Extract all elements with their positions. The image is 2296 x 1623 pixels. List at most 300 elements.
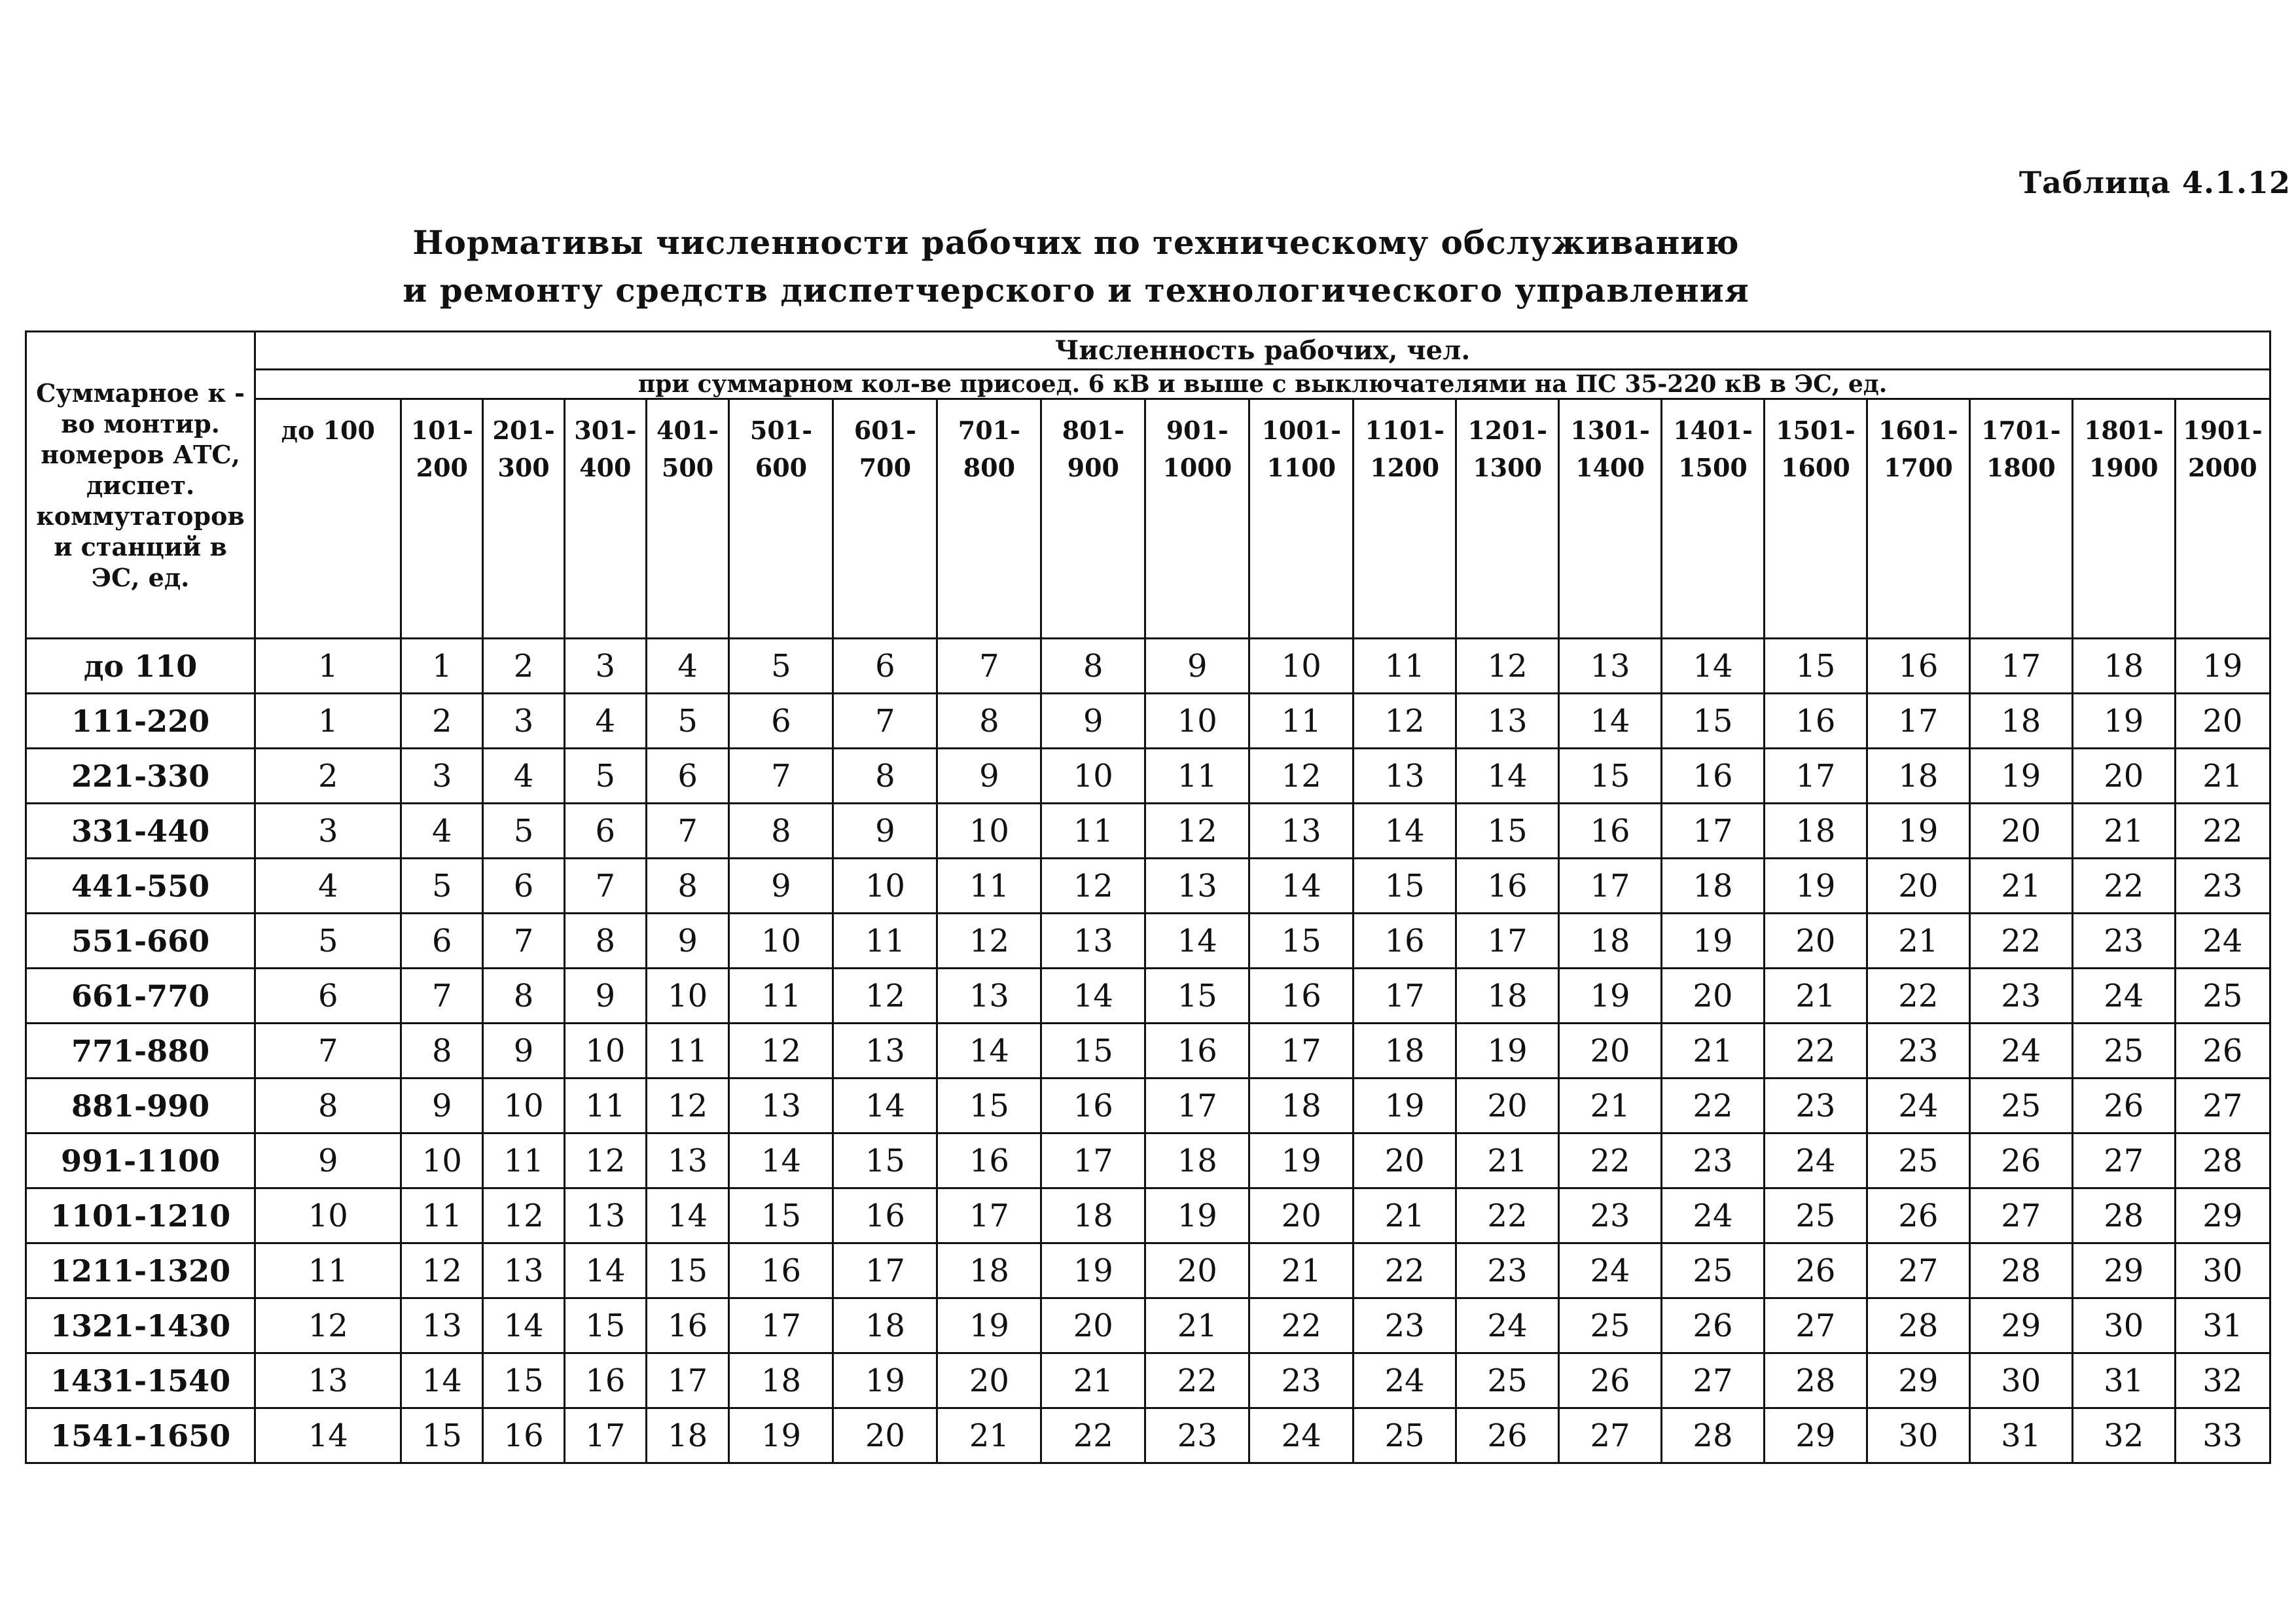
table-cell: 24 — [1662, 1188, 1765, 1243]
column-range-end: 2000 — [2187, 453, 2257, 482]
table-cell: 14 — [1041, 969, 1145, 1024]
table-cell: 23 — [1764, 1079, 1867, 1133]
table-cell: 4 — [483, 749, 565, 804]
table-cell: 5 — [729, 639, 833, 694]
column-range-end: 1400 — [1575, 453, 1645, 482]
table-cell: 17 — [1662, 804, 1765, 859]
table-cell: 17 — [1456, 914, 1559, 969]
table-cell: 18 — [833, 1298, 937, 1353]
table-cell: 17 — [729, 1298, 833, 1353]
table-row — [26, 969, 2270, 1024]
table-cell: 6 — [833, 639, 937, 694]
table-cell: 9 — [937, 749, 1041, 804]
table-cell: 15 — [1041, 1024, 1145, 1079]
row-range-label: 221-330 — [26, 749, 255, 804]
table-cell: 20 — [937, 1353, 1041, 1408]
table-cell: 26 — [1456, 1408, 1559, 1463]
table-cell: 21 — [1041, 1353, 1145, 1408]
table-cell: 13 — [255, 1353, 401, 1408]
table-cell: 4 — [646, 639, 729, 694]
column-range-header — [1456, 399, 1559, 639]
table-cell: 2 — [483, 639, 565, 694]
table-cell: 8 — [833, 749, 937, 804]
table-cell: 32 — [2072, 1408, 2175, 1463]
column-range-end: 800 — [963, 453, 1016, 482]
table-cell: 26 — [2175, 1024, 2270, 1079]
table-cell: 11 — [729, 969, 833, 1024]
column-range-header — [1354, 399, 1456, 639]
table-cell: 15 — [1145, 969, 1249, 1024]
table-cell: 3 — [255, 804, 401, 859]
table-cell: 11 — [833, 914, 937, 969]
table-cell: 5 — [401, 859, 483, 914]
column-range-end: 500 — [661, 453, 714, 482]
table-cell: 8 — [729, 804, 833, 859]
table-cell: 13 — [1354, 749, 1456, 804]
table-cell: 7 — [646, 804, 729, 859]
column-range-row — [26, 399, 2270, 639]
table-cell: 16 — [1456, 859, 1559, 914]
column-range-start: 1001- — [1261, 416, 1341, 445]
table-cell: 22 — [1145, 1353, 1249, 1408]
table-cell: 17 — [564, 1408, 646, 1463]
table-cell: 16 — [1867, 639, 1969, 694]
table-cell: 1 — [255, 694, 401, 749]
table-cell: 17 — [1867, 694, 1969, 749]
table-cell: 14 — [255, 1408, 401, 1463]
column-range-start: 501- — [749, 416, 812, 445]
column-range-header — [937, 399, 1041, 639]
table-cell: 27 — [1764, 1298, 1867, 1353]
table-cell: 18 — [2072, 639, 2175, 694]
table-cell: 21 — [1867, 914, 1969, 969]
column-range-header — [483, 399, 565, 639]
table-cell: 25 — [1764, 1188, 1867, 1243]
table-cell: 4 — [255, 859, 401, 914]
table-cell: 14 — [937, 1024, 1041, 1079]
row-range-label: 661-770 — [26, 969, 255, 1024]
table-cell: 9 — [255, 1133, 401, 1188]
column-range-end: 1700 — [1883, 453, 1953, 482]
table-cell: 24 — [2072, 969, 2175, 1024]
column-range-end: 700 — [859, 453, 912, 482]
table-cell: 20 — [1249, 1188, 1354, 1243]
column-range-end: 1200 — [1370, 453, 1440, 482]
table-cell: 11 — [564, 1079, 646, 1133]
table-cell: 31 — [1969, 1408, 2072, 1463]
table-cell: 11 — [483, 1133, 565, 1188]
table-cell: 10 — [564, 1024, 646, 1079]
column-range-start: 601- — [853, 416, 916, 445]
table-cell: 17 — [1764, 749, 1867, 804]
table-cell: 19 — [1354, 1079, 1456, 1133]
table-cell: 27 — [2072, 1133, 2175, 1188]
table-cell: 9 — [401, 1079, 483, 1133]
column-range-header — [1662, 399, 1765, 639]
table-cell: 11 — [1145, 749, 1249, 804]
table-cell: 20 — [1145, 1243, 1249, 1298]
table-cell: 13 — [1559, 639, 1662, 694]
table-cell: 17 — [1145, 1079, 1249, 1133]
table-cell: 15 — [646, 1243, 729, 1298]
column-range-start: 1101- — [1365, 416, 1444, 445]
table-cell: 20 — [1041, 1298, 1145, 1353]
row-range-label: 991-1100 — [26, 1133, 255, 1188]
column-range-end: 1000 — [1162, 453, 1232, 482]
table-cell: 15 — [1354, 859, 1456, 914]
table-cell: 13 — [646, 1133, 729, 1188]
column-range-header — [1867, 399, 1969, 639]
table-cell: 9 — [1041, 694, 1145, 749]
table-cell: 29 — [1969, 1298, 2072, 1353]
table-row — [26, 1298, 2270, 1353]
table-cell: 7 — [255, 1024, 401, 1079]
table-cell: 19 — [1969, 749, 2072, 804]
table-cell: 19 — [1764, 859, 1867, 914]
table-cell: 23 — [1867, 1024, 1969, 1079]
column-range-end: 1100 — [1266, 453, 1336, 482]
table-cell: 22 — [2072, 859, 2175, 914]
table-cell: 28 — [1662, 1408, 1765, 1463]
table-cell: 14 — [564, 1243, 646, 1298]
table-cell: 20 — [1354, 1133, 1456, 1188]
table-row — [26, 1408, 2270, 1463]
column-range-header — [646, 399, 729, 639]
table-cell: 16 — [729, 1243, 833, 1298]
column-range-end: 300 — [497, 453, 550, 482]
table-row — [26, 1133, 2270, 1188]
table-cell: 23 — [1249, 1353, 1354, 1408]
column-range-start: 1701- — [1981, 416, 2061, 445]
table-cell: 10 — [729, 914, 833, 969]
table-cell: 21 — [2175, 749, 2270, 804]
table-cell: 21 — [937, 1408, 1041, 1463]
table-cell: 17 — [1969, 639, 2072, 694]
table-cell: 5 — [255, 914, 401, 969]
page-title-line-1: Нормативы численности рабочих по техническому обслуживанию — [412, 223, 1740, 262]
table-cell: 19 — [1041, 1243, 1145, 1298]
table-cell: 12 — [1145, 804, 1249, 859]
table-cell: 20 — [1662, 969, 1765, 1024]
table-cell: 19 — [1145, 1188, 1249, 1243]
table-cell: 12 — [564, 1133, 646, 1188]
table-cell: 15 — [729, 1188, 833, 1243]
table-cell: 14 — [1559, 694, 1662, 749]
table-cell: 22 — [1662, 1079, 1765, 1133]
row-range-label: до 110 — [26, 639, 255, 694]
column-range-end: 1300 — [1473, 453, 1542, 482]
table-cell: 12 — [1041, 859, 1145, 914]
column-range-start: 401- — [656, 416, 719, 445]
table-cell: 25 — [1559, 1298, 1662, 1353]
table-cell: 14 — [483, 1298, 565, 1353]
table-row — [26, 859, 2270, 914]
table-cell: 4 — [401, 804, 483, 859]
table-cell: 19 — [2175, 639, 2270, 694]
table-cell: 6 — [564, 804, 646, 859]
table-cell: 25 — [1354, 1408, 1456, 1463]
table-cell: 33 — [2175, 1408, 2270, 1463]
table-cell: 16 — [833, 1188, 937, 1243]
table-cell: 20 — [1867, 859, 1969, 914]
table-cell: 13 — [729, 1079, 833, 1133]
column-range-header — [729, 399, 833, 639]
table-cell: 22 — [1969, 914, 2072, 969]
table-cell: 12 — [937, 914, 1041, 969]
table-cell: 16 — [646, 1298, 729, 1353]
table-cell: 10 — [1145, 694, 1249, 749]
column-range-header — [255, 399, 401, 639]
table-cell: 14 — [1662, 639, 1765, 694]
table-cell: 3 — [401, 749, 483, 804]
column-range-header — [1145, 399, 1249, 639]
table-cell: 26 — [2072, 1079, 2175, 1133]
table-cell: 19 — [1249, 1133, 1354, 1188]
table-cell: 22 — [1559, 1133, 1662, 1188]
column-range-start: 801- — [1062, 416, 1124, 445]
table-row — [26, 804, 2270, 859]
table-cell: 26 — [1867, 1188, 1969, 1243]
row-range-label: 1101-1210 — [26, 1188, 255, 1243]
table-cell: 28 — [2072, 1188, 2175, 1243]
table-cell: 22 — [1867, 969, 1969, 1024]
column-range-end: 600 — [755, 453, 808, 482]
table-cell: 28 — [1764, 1353, 1867, 1408]
table-cell: 14 — [1456, 749, 1559, 804]
table-cell: 15 — [1456, 804, 1559, 859]
table-cell: 27 — [1662, 1353, 1765, 1408]
table-cell: 9 — [646, 914, 729, 969]
table-cell: 19 — [1867, 804, 1969, 859]
table-cell: 16 — [1249, 969, 1354, 1024]
corner-header: Суммарное к - во монтир. номеров АТС, диспет. коммутаторов и станций в ЭС, ед. — [26, 332, 255, 639]
table-cell: 19 — [937, 1298, 1041, 1353]
table-cell: 13 — [401, 1298, 483, 1353]
table-cell: 10 — [833, 859, 937, 914]
table-cell: 28 — [1969, 1243, 2072, 1298]
table-cell: 27 — [2175, 1079, 2270, 1133]
table-cell: 6 — [401, 914, 483, 969]
table-cell: 16 — [1145, 1024, 1249, 1079]
table-cell: 29 — [2175, 1188, 2270, 1243]
column-range-end: 1900 — [2089, 453, 2159, 482]
table-cell: 23 — [1145, 1408, 1249, 1463]
table-cell: 12 — [1456, 639, 1559, 694]
table-cell: 22 — [1354, 1243, 1456, 1298]
table-cell: 26 — [1969, 1133, 2072, 1188]
table-cell: 15 — [1249, 914, 1354, 969]
column-range-start: 1601- — [1878, 416, 1958, 445]
table-cell: 18 — [1662, 859, 1765, 914]
table-cell: 15 — [1559, 749, 1662, 804]
table-cell: 11 — [646, 1024, 729, 1079]
table-cell: 13 — [564, 1188, 646, 1243]
column-range-header — [1764, 399, 1867, 639]
table-row — [26, 1188, 2270, 1243]
table-row — [26, 1024, 2270, 1079]
table-cell: 18 — [1867, 749, 1969, 804]
table-cell: 24 — [1456, 1298, 1559, 1353]
column-range-header — [1249, 399, 1354, 639]
table-cell: 13 — [1041, 914, 1145, 969]
table-cell: 25 — [2072, 1024, 2175, 1079]
column-range-end: 400 — [579, 453, 632, 482]
table-cell: 21 — [1559, 1079, 1662, 1133]
page-title-line-2: и ремонту средств диспетчерского и технологического управления — [403, 271, 1749, 310]
column-range-start: 1901- — [2183, 416, 2263, 445]
table-cell: 15 — [1764, 639, 1867, 694]
column-range-end: 900 — [1067, 453, 1119, 482]
table-cell: 15 — [1662, 694, 1765, 749]
table-cell: 17 — [1249, 1024, 1354, 1079]
column-range-start: 901- — [1166, 416, 1229, 445]
table-cell: 6 — [255, 969, 401, 1024]
table-cell: 14 — [646, 1188, 729, 1243]
row-range-label: 1431-1540 — [26, 1353, 255, 1408]
table-cell: 23 — [1969, 969, 2072, 1024]
table-cell: 30 — [1867, 1408, 1969, 1463]
row-range-label: 1541-1650 — [26, 1408, 255, 1463]
table-cell: 12 — [1249, 749, 1354, 804]
table-cell: 12 — [729, 1024, 833, 1079]
column-range-start: 1401- — [1673, 416, 1753, 445]
table-cell: 18 — [937, 1243, 1041, 1298]
row-range-label: 331-440 — [26, 804, 255, 859]
table-cell: 16 — [1041, 1079, 1145, 1133]
table-cell: 16 — [1354, 914, 1456, 969]
table-cell: 10 — [1249, 639, 1354, 694]
table-cell: 7 — [833, 694, 937, 749]
table-cell: 17 — [1559, 859, 1662, 914]
table-cell: 12 — [483, 1188, 565, 1243]
table-cell: 18 — [729, 1353, 833, 1408]
column-range-header — [564, 399, 646, 639]
table-cell: 17 — [1041, 1133, 1145, 1188]
table-cell: 13 — [1145, 859, 1249, 914]
table-cell: 19 — [729, 1408, 833, 1463]
table-cell: 25 — [1662, 1243, 1765, 1298]
table-cell: 12 — [255, 1298, 401, 1353]
table-cell: 28 — [2175, 1133, 2270, 1188]
table-cell: 16 — [1764, 694, 1867, 749]
table-cell: 30 — [1969, 1353, 2072, 1408]
table-cell: 22 — [1764, 1024, 1867, 1079]
column-range-header — [1969, 399, 2072, 639]
column-range-header — [401, 399, 483, 639]
table-cell: 26 — [1559, 1353, 1662, 1408]
table-cell: 21 — [1969, 859, 2072, 914]
column-range-header — [2175, 399, 2270, 639]
table-cell: 14 — [401, 1353, 483, 1408]
column-range-start: до 100 — [281, 416, 375, 445]
table-cell: 18 — [1354, 1024, 1456, 1079]
row-range-label: 441-550 — [26, 859, 255, 914]
column-range-start: 1201- — [1467, 416, 1547, 445]
table-cell: 10 — [483, 1079, 565, 1133]
row-range-label: 551-660 — [26, 914, 255, 969]
row-range-label: 111-220 — [26, 694, 255, 749]
table-cell: 14 — [729, 1133, 833, 1188]
table-cell: 14 — [833, 1079, 937, 1133]
table-number-label: Таблица 4.1.12 — [2018, 165, 2291, 200]
table-cell: 2 — [401, 694, 483, 749]
table-cell: 13 — [483, 1243, 565, 1298]
table-cell: 10 — [401, 1133, 483, 1188]
table-cell: 29 — [1764, 1408, 1867, 1463]
table-cell: 25 — [1867, 1133, 1969, 1188]
table-cell: 9 — [483, 1024, 565, 1079]
table-cell: 10 — [1041, 749, 1145, 804]
table-cell: 24 — [2175, 914, 2270, 969]
column-range-start: 101- — [410, 416, 473, 445]
table-cell: 16 — [483, 1408, 565, 1463]
table-cell: 22 — [1456, 1188, 1559, 1243]
table-cell: 9 — [1145, 639, 1249, 694]
table-cell: 20 — [1764, 914, 1867, 969]
sub-header: при суммарном кол-ве присоед. 6 кВ и выше с выключателями на ПС 35-220 кВ в ЭС, ед. — [255, 370, 2270, 399]
table-cell: 26 — [1662, 1298, 1765, 1353]
table-cell: 25 — [1456, 1353, 1559, 1408]
table-cell: 12 — [401, 1243, 483, 1298]
column-range-start: 1501- — [1776, 416, 1856, 445]
table-cell: 15 — [937, 1079, 1041, 1133]
table-cell: 24 — [1764, 1133, 1867, 1188]
row-range-label: 1211-1320 — [26, 1243, 255, 1298]
table-row — [26, 694, 2270, 749]
table-cell: 8 — [483, 969, 565, 1024]
norms-table — [25, 330, 2271, 1464]
table-cell: 32 — [2175, 1353, 2270, 1408]
table-cell: 7 — [564, 859, 646, 914]
table-cell: 19 — [2072, 694, 2175, 749]
table-cell: 20 — [2072, 749, 2175, 804]
table-cell: 24 — [1559, 1243, 1662, 1298]
table-row — [26, 1079, 2270, 1133]
table-row — [26, 1353, 2270, 1408]
table-body — [26, 639, 2270, 1463]
table-cell: 10 — [255, 1188, 401, 1243]
column-range-header — [1041, 399, 1145, 639]
row-range-label: 881-990 — [26, 1079, 255, 1133]
table-cell: 31 — [2072, 1353, 2175, 1408]
table-cell: 8 — [646, 859, 729, 914]
column-range-start: 201- — [492, 416, 555, 445]
table-cell: 5 — [646, 694, 729, 749]
table-cell: 31 — [2175, 1298, 2270, 1353]
table-cell: 8 — [564, 914, 646, 969]
table-cell: 13 — [1249, 804, 1354, 859]
table-cell: 21 — [1354, 1188, 1456, 1243]
table-cell: 16 — [937, 1133, 1041, 1188]
table-cell: 7 — [401, 969, 483, 1024]
table-cell: 15 — [833, 1133, 937, 1188]
table-cell: 19 — [1456, 1024, 1559, 1079]
table-cell: 11 — [401, 1188, 483, 1243]
table-cell: 18 — [1559, 914, 1662, 969]
table-cell: 28 — [1867, 1298, 1969, 1353]
table-cell: 27 — [1559, 1408, 1662, 1463]
table-cell: 7 — [483, 914, 565, 969]
table-cell: 20 — [1969, 804, 2072, 859]
table-cell: 4 — [564, 694, 646, 749]
column-range-start: 1801- — [2083, 416, 2164, 445]
table-cell: 18 — [1456, 969, 1559, 1024]
table-cell: 11 — [937, 859, 1041, 914]
table-row — [26, 639, 2270, 694]
table-cell: 14 — [1354, 804, 1456, 859]
table-cell: 17 — [833, 1243, 937, 1298]
column-range-header — [1559, 399, 1662, 639]
